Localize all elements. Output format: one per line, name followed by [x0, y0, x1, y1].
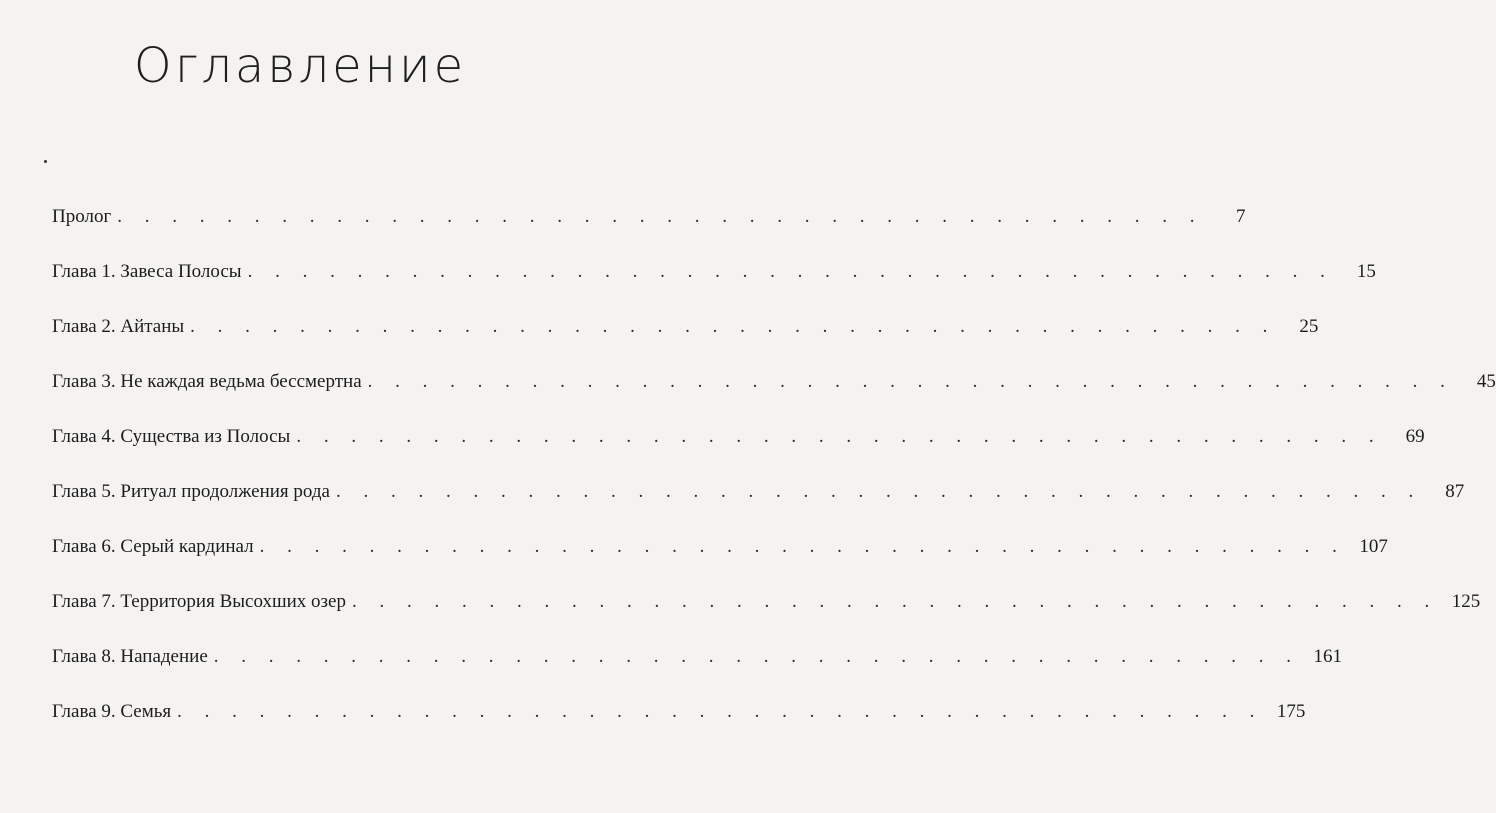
toc-entry-chapter-7 — [52, 590, 1481, 645]
toc-entry-page: 107 — [1359, 536, 1388, 557]
page-title: Оглавление — [133, 38, 467, 95]
toc-entry-label: Глава 6. Серый кардинал — [52, 536, 254, 557]
toc-leader-dots: . . . . . . . . . . . . . . . . . . . . . . . . . . . . . . . . . . . . . . . . — [177, 701, 1264, 722]
toc-entry-label: Глава 5. Ритуал продолжения рода — [52, 481, 330, 502]
toc-leader-dots: . . . . . . . . . . . . . . . . . . . . . . . . . . . . . . . . . . . . . . . . — [259, 536, 1346, 557]
toc-entry-label: Глава 3. Не каждая ведьма бессмертна — [52, 371, 362, 392]
toc-leader-dots: . . . . . . . . . . . . . . . . . . . . . . . . . . . . . . . . . . . . . . . . — [117, 206, 1204, 227]
toc-entry-label: Глава 4. Существа из Полосы — [52, 426, 291, 447]
toc-entry-label: Глава 1. Завеса Полосы — [52, 261, 242, 282]
toc-entry-chapter-9 — [52, 700, 1306, 755]
toc-leader-dots: . . . . . . . . . . . . . . . . . . . . . . . . . . . . . . . . . . . . . . . . — [247, 261, 1334, 282]
toc-entry-label: Глава 9. Семья — [52, 701, 172, 722]
toc-entry-chapter-1 — [52, 260, 1376, 315]
toc-leader-dots: . . . . . . . . . . . . . . . . . . . . . . . . . . . . . . . . . . . . . . . . — [335, 481, 1423, 502]
toc-leader-dots: . . . . . . . . . . . . . . . . . . . . . . . . . . . . . . . . . . . . . . . . — [367, 371, 1454, 392]
toc-entry-page: 25 — [1299, 316, 1319, 337]
toc-leader-dots: . . . . . . . . . . . . . . . . . . . . . . . . . . . . . . . . . . . . . . . . — [351, 591, 1439, 612]
toc-entry-chapter-8 — [52, 645, 1342, 700]
toc-entry-page: 69 — [1405, 426, 1425, 447]
toc-entry-page: 125 — [1451, 591, 1481, 612]
toc-entry-page: 161 — [1313, 646, 1342, 667]
toc-entry-label: Глава 8. Нападение — [52, 646, 208, 667]
toc-entry-label: Пролог — [52, 206, 112, 227]
toc-entry-page: 45 — [1476, 371, 1496, 392]
toc-entry-chapter-3 — [52, 370, 1496, 425]
toc-entry-page: 175 — [1276, 701, 1306, 722]
toc-entry-chapter-2 — [52, 315, 1319, 370]
toc-entry-label: Глава 7. Территория Высохших озер — [52, 591, 346, 612]
toc-entry-label: Глава 2. Айтаны — [52, 316, 185, 337]
toc-entry-chapter-4 — [52, 425, 1425, 480]
toc-entry-page: 7 — [1236, 206, 1246, 227]
toc-entry-page: 15 — [1356, 261, 1376, 282]
toc-entry-page: 87 — [1445, 481, 1465, 502]
toc-entry-prologue — [52, 205, 1246, 260]
table-of-contents — [52, 205, 1496, 755]
toc-entry-chapter-6 — [52, 535, 1388, 590]
toc-leader-dots: . . . . . . . . . . . . . . . . . . . . . . . . . . . . . . . . . . . . . . . . — [296, 426, 1383, 447]
toc-entry-chapter-5 — [52, 480, 1465, 535]
print-speck — [44, 160, 47, 163]
toc-leader-dots: . . . . . . . . . . . . . . . . . . . . . . . . . . . . . . . . . . . . . . . . — [213, 646, 1300, 667]
toc-leader-dots: . . . . . . . . . . . . . . . . . . . . . . . . . . . . . . . . . . . . . . . . — [190, 316, 1277, 337]
